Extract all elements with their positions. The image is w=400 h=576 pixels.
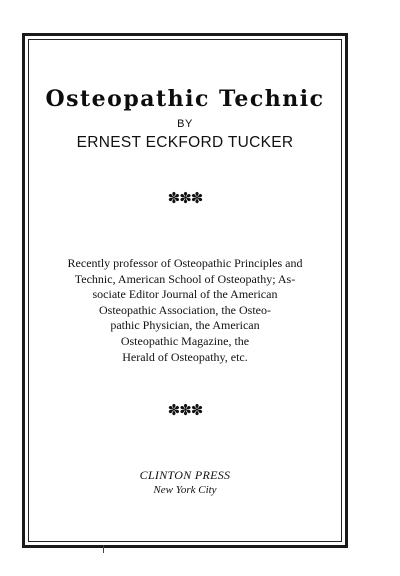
title-page [28,39,342,542]
description-line: Osteopathic Association, the Osteo- [99,302,271,317]
by-label: BY [177,118,193,130]
description-line: pathic Physician, the American [110,318,260,333]
description-line: sociate Editor Journal of the American [92,287,278,302]
description-line: Herald of Osteopathy, etc. [122,349,248,364]
book-title: Osteopathic Technic [45,86,325,112]
ornament-top: ✽✽✽ [167,189,203,207]
print-speck [103,545,104,553]
publisher-name: CLINTON PRESS [139,468,231,482]
description-line: Recently professor of Osteopathic Principles and [67,256,303,270]
description-line: Osteopathic Magazine, the [120,333,250,348]
publisher-place: New York City [153,484,217,496]
description-line: Technic, American School of Osteopathy; As- [74,271,296,286]
author-name: ERNEST ECKFORD TUCKER [76,134,294,151]
author-description [43,256,327,365]
ornament-bottom: ✽✽✽ [167,401,203,419]
